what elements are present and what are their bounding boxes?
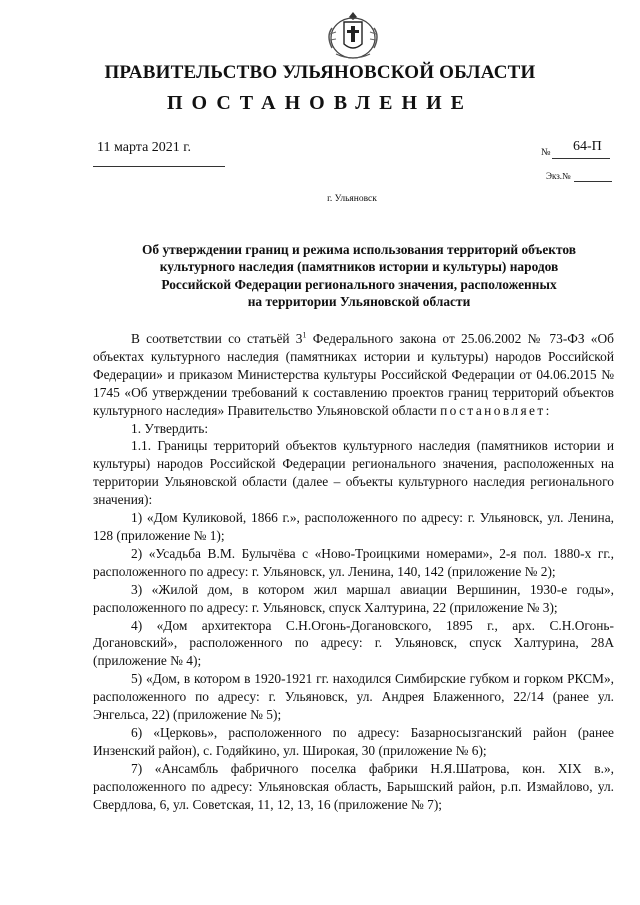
- government-name: ПРАВИТЕЛЬСТВО УЛЬЯНОВСКОЙ ОБЛАСТИ: [104, 62, 536, 83]
- intro-paragraph: В соответствии со статьёй 3$^1$ Федерального закона от 25.06.2002 № 73-ФЗ «Об объектах культурного наследия (памятниках истории и культуры) народов Российской Федерации» и приказом Министерства культуры Российской Федерации от 04.06.2015 № 1745 «Об утверждении требований к составлению проектов границ территорий объектов культурного наследия» Правительство Ульяновской области постановляет:: [93, 330, 614, 418]
- clause-1: 1. Утвердить:: [131, 420, 209, 436]
- list-item: 6) «Церковь», расположенного по адресу: Базарносызганский район (ранее Инзенский район), с. Годяйкино, ул. Широкая, 30 (приложение № 6);: [93, 724, 614, 758]
- title-line: Российской Федерации регионального значения, расположенных: [161, 276, 557, 292]
- title-line: культурного наследия (памятников истории и культуры) народов: [159, 259, 559, 275]
- list-item: 3) «Жилой дом, в котором жил маршал авиации Вершинин, 1930-е годы», расположенного по адресу: г. Ульяновск, спуск Халтурина, 22 (приложение № 3);: [93, 581, 614, 615]
- list-item: 1) «Дом Куликовой, 1866 г.», расположенного по адресу: г. Ульяновск, ул. Ленина, 128 (приложение № 1);: [93, 510, 614, 543]
- copy-label: Экз.№: [546, 171, 571, 181]
- list-item: 2) «Усадьба В.М. Булычёва с «Ново-Троицкими номерами», 2-я пол. 1880-х гг., расположенного по адресу: г. Ульяновск, ул. Ленина, 140, 142 (приложение № 2);: [93, 545, 614, 579]
- superscript: 1: [302, 330, 307, 340]
- number-underline: [552, 158, 610, 159]
- number-label: №: [541, 147, 551, 158]
- document-body: [93, 330, 614, 813]
- title-line: Об утверждении границ и режима использования территорий объектов: [141, 242, 576, 257]
- resolves-word: постановляет: [440, 402, 546, 418]
- list-item: 4) «Дом архитектора С.Н.Огонь-Догановского, 1895 г., арх. С.Н.Огонь-Догановский», расположенного по адресу: г. Ульяновск, спуск Халтурина, 28А (приложение № 4);: [93, 617, 614, 669]
- document-type: ПОСТАНОВЛЕНИЕ: [167, 92, 473, 114]
- title-line: на территории Ульяновской области: [247, 293, 471, 309]
- coat-of-arms-emblem: [322, 8, 384, 64]
- city-name: г. Ульяновск: [327, 194, 377, 204]
- list-item: 5) «Дом, в котором в 1920-1921 гг. находился Симбирские губком и горком РКСМ», расположенного по адресу: г. Ульяновск, ул. Андрея Блаженного, 22/14 (ранее ул. Энгельса, 22) (приложение № 5);: [93, 671, 614, 723]
- decree-date: 11 марта 2021 г.: [97, 140, 191, 155]
- copy-underline: [574, 181, 612, 182]
- document-title: [110, 241, 608, 310]
- clause-1-1: 1.1. Границы территорий объектов культурного наследия (памятников истории и культуры) народов Российской Федерации регионального значения, расположенных на территории Ульяновской области (далее – объекты культурного наследия регионального значения):: [93, 438, 614, 508]
- date-underline: [93, 166, 225, 167]
- decree-number: 64-П: [573, 139, 602, 154]
- list-item: 7) «Ансамбль фабричного поселка фабрики Н.Я.Шатрова, кон. XIX в.», расположенного по адресу: Ульяновская область, Барышский район, р.п. Измайлово, ул. Свердлова, 6, ул. Советская, 11, 12, 13, 16 (приложение № 7);: [93, 760, 614, 812]
